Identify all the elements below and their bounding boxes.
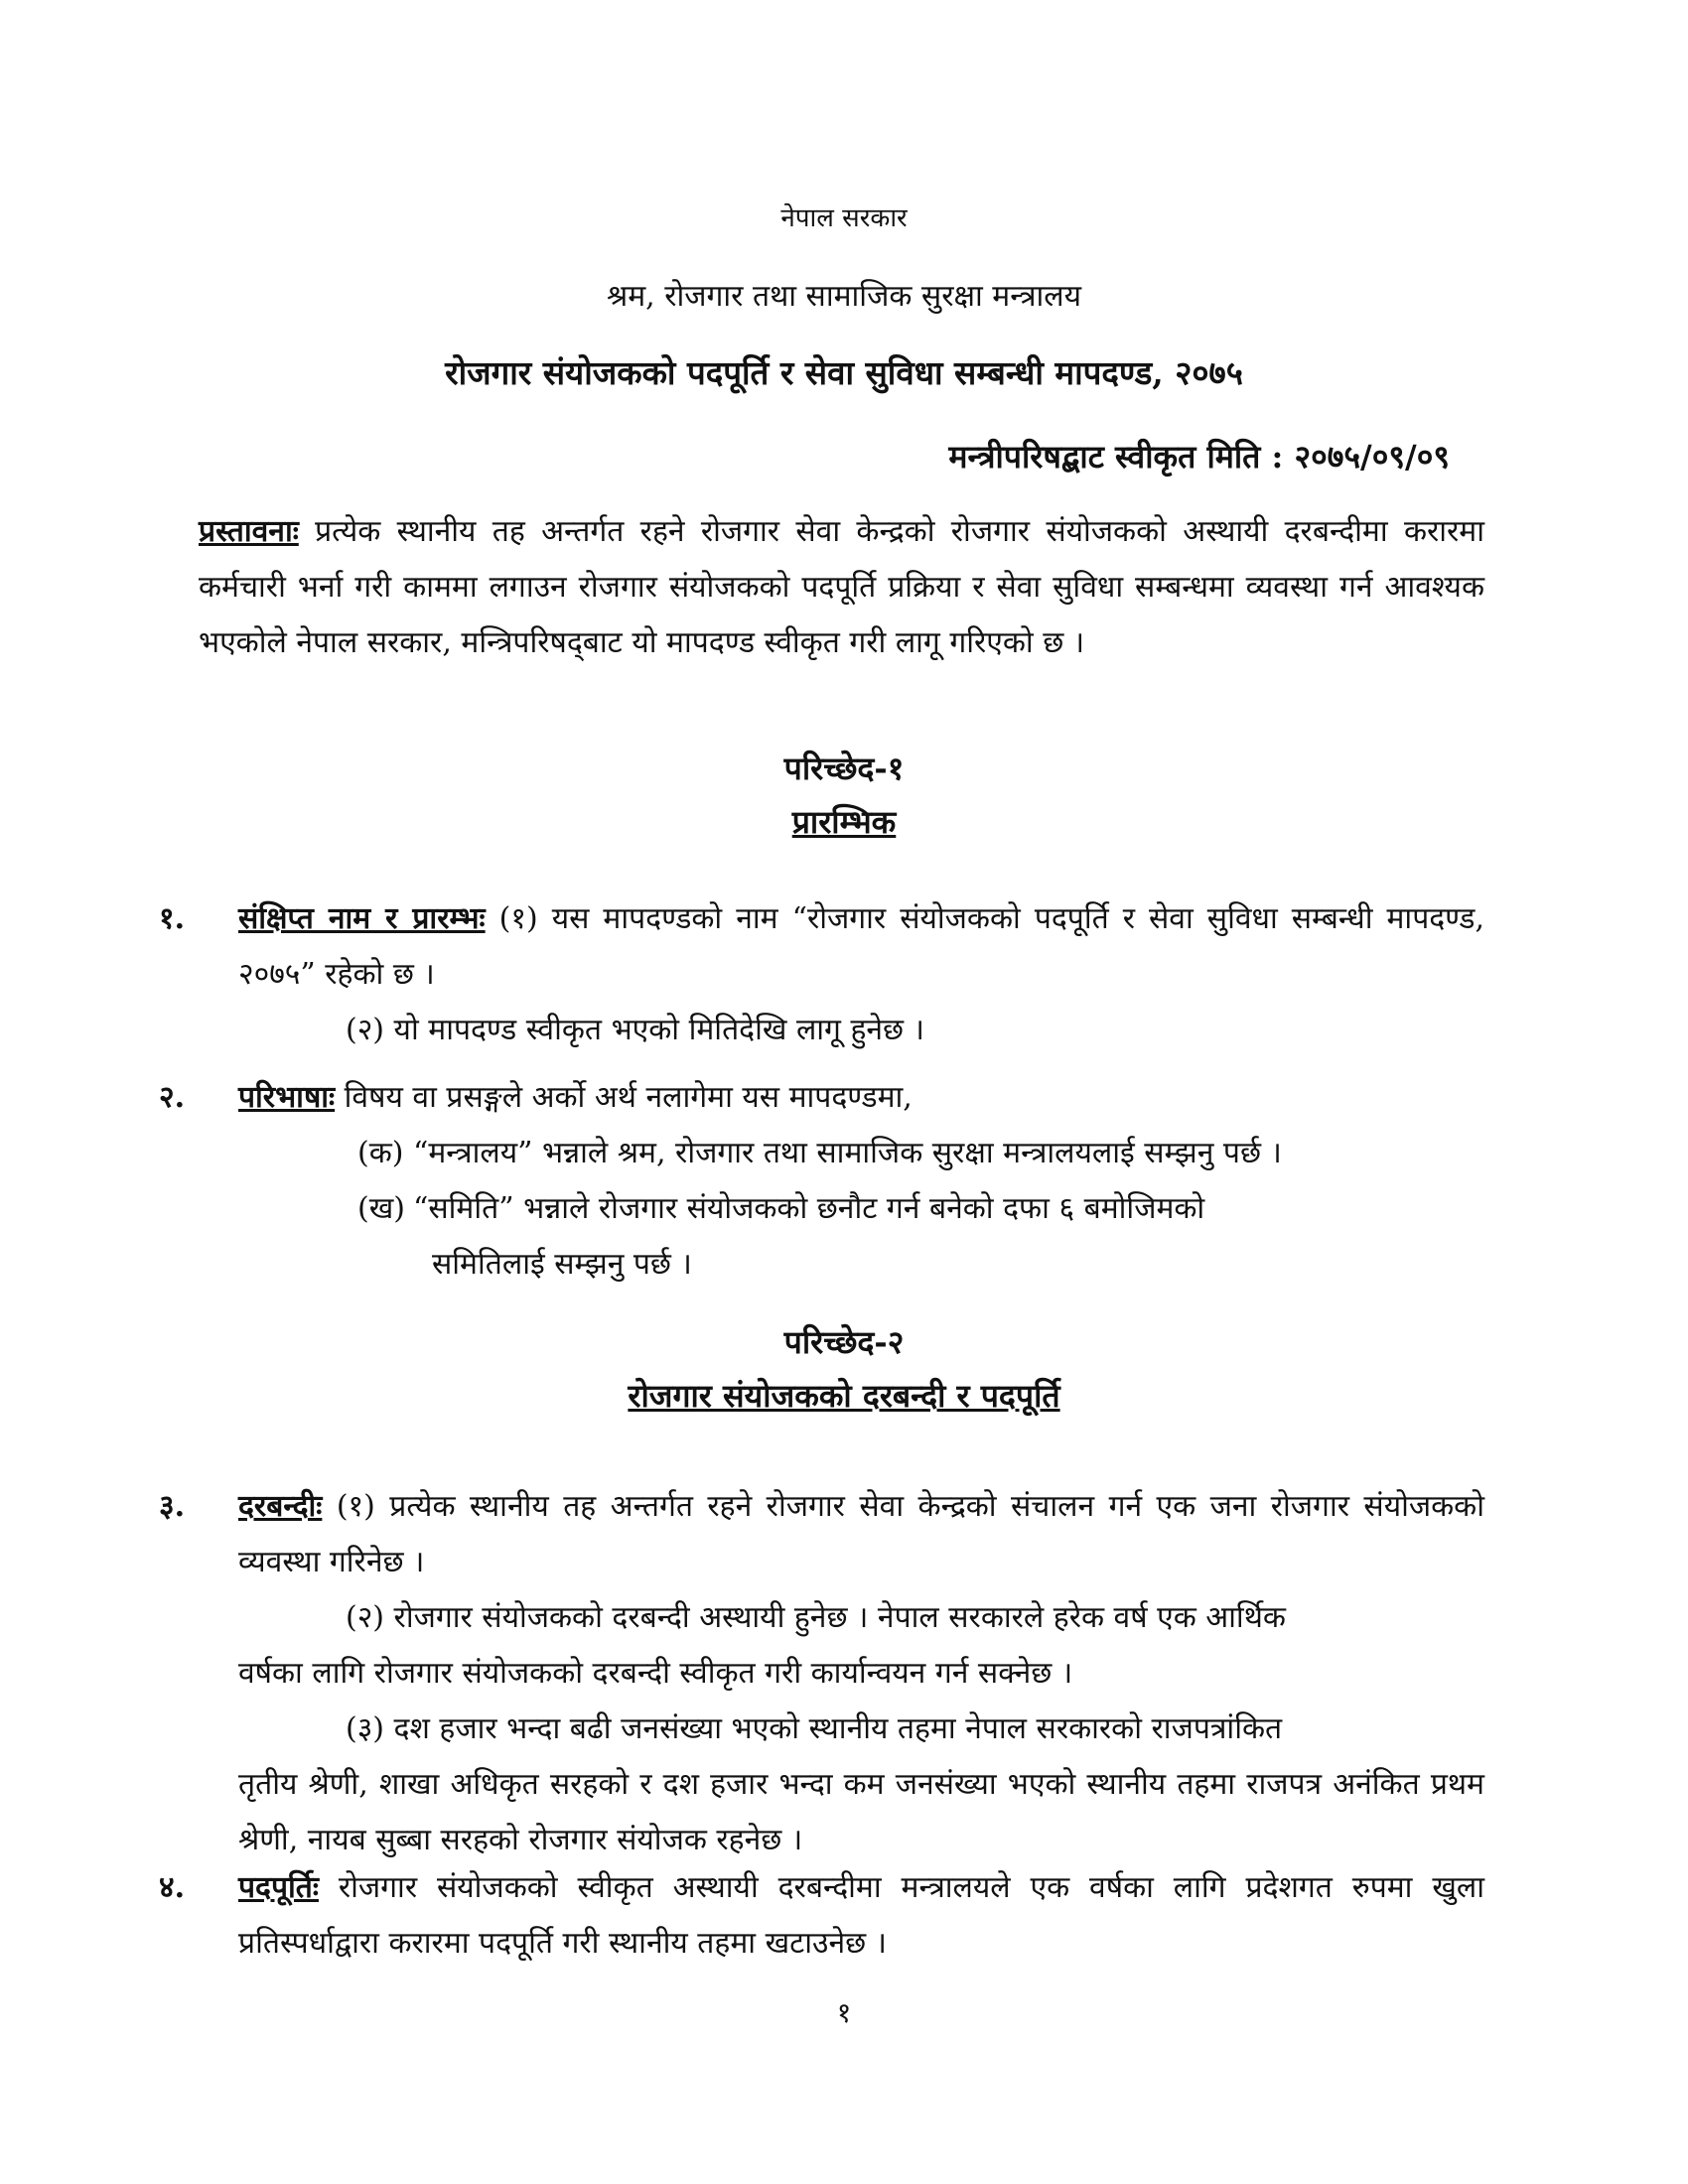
section-2 xyxy=(159,1070,1484,1126)
approval-date: मन्त्रीपरिषद्बाट स्वीकृत मिति : २०७५/०९/०९ xyxy=(948,438,1450,476)
clause-ka-text: “मन्त्रालय” भन्नाले श्रम, रोजगार तथा सामाजिक सुरक्षा मन्त्रालयलाई सम्झनु पर्छ । xyxy=(413,1136,1282,1170)
section-2-body xyxy=(238,1070,1484,1126)
government-name: नेपाल सरकार xyxy=(780,204,908,233)
section-4-heading: पदपूर्तिः xyxy=(238,1870,319,1905)
section-3-number: ३. xyxy=(159,1489,186,1524)
clause-kha-text: “समिति” भन्नाले रोजगार संयोजकको छनौट गर्न बनेको दफा ६ बमोजिमको xyxy=(413,1191,1205,1226)
chapter-1-title-text: प्रारम्भिक xyxy=(791,803,897,841)
clause-kha xyxy=(357,1181,1484,1237)
section-2-heading: परिभाषाः xyxy=(238,1080,336,1115)
section-2-number: २. xyxy=(159,1080,186,1115)
section-3-subsection-2-lead: (२) रोजगार संयोजकको दरबन्दी अस्थायी हुनेछ । नेपाल सरकारले हरेक वर्ष एक आर्थिक xyxy=(346,1600,1286,1635)
section-3-subsection-2-rest: वर्षका लागि रोजगार संयोजकको दरबन्दी स्वीकृत गरी कार्यान्वयन गर्न सक्नेछ । xyxy=(238,1656,1073,1691)
chapter-1-title xyxy=(0,800,1688,843)
section-4 xyxy=(159,1860,1484,1972)
clause-kha-continuation: समितिलाई सम्झनु पर्छ । xyxy=(432,1247,692,1282)
clause-kha-label: (ख) xyxy=(357,1191,405,1226)
section-2-text: विषय वा प्रसङ्गले अर्को अर्थ नलागेमा यस मापदण्डमा, xyxy=(335,1080,913,1115)
section-1-text: (१) यस मापदण्डको नाम “रोजगार संयोजकको पदपूर्ति र सेवा सुविधा सम्बन्धी मापदण्ड, २०७५” रहेको छ । xyxy=(238,901,1485,992)
ministry-name: श्रम, रोजगार तथा सामाजिक सुरक्षा मन्त्रालय xyxy=(606,279,1082,314)
document-title: रोजगार संयोजकको पदपूर्ति र सेवा सुविधा सम्बन्धी मापदण्ड, २०७५ xyxy=(445,353,1243,392)
section-4-text: रोजगार संयोजकको स्वीकृत अस्थायी दरबन्दीमा मन्त्रालयले एक वर्षका लागि प्रदेशगत रुपमा खुला प्रतिस्पर्धाद्वारा करारमा पदपूर्ति गरी स्थानीय तहमा खटाउनेछ । xyxy=(238,1870,1484,1961)
chapter-2-title-text: रोजगार संयोजकको दरबन्दी र पदपूर्ति xyxy=(628,1377,1060,1415)
preamble-label: प्रस्तावनाः xyxy=(199,514,299,549)
section-1-number: १. xyxy=(159,901,186,936)
page-number: १ xyxy=(836,1996,852,2029)
section-1 xyxy=(159,891,1484,1003)
section-4-number: ४. xyxy=(159,1870,186,1905)
preamble xyxy=(199,504,1484,671)
section-1-heading: संक्षिप्त नाम र प्रारम्भः xyxy=(238,901,486,936)
section-3-heading: दरबन्दीः xyxy=(238,1489,323,1524)
clause-ka xyxy=(357,1126,1484,1181)
section-1-subsection-2: (२) यो मापदण्ड स्वीकृत भएको मितिदेखि लागू हुनेछ । xyxy=(346,1013,924,1047)
section-3 xyxy=(159,1479,1484,1590)
chapter-2-number: परिच्छेद-२ xyxy=(783,1323,905,1361)
section-3-body xyxy=(238,1479,1484,1590)
section-3-text: (१) प्रत्येक स्थानीय तह अन्तर्गत रहने रोजगार सेवा केन्द्रको संचालन गर्न एक जना रोजगार संयोजकको व्यवस्था गरिनेछ । xyxy=(238,1489,1484,1579)
preamble-text: प्रत्येक स्थानीय तह अन्तर्गत रहने रोजगार सेवा केन्द्रको रोजगार संयोजकको अस्थायी दरबन्दीमा करारमा कर्मचारी भर्ना गरी काममा लगाउन रोजगार संयोजकको पदपूर्ति प्रक्रिया र सेवा सुविधा सम्बन्धमा व्यवस्था गर्न आवश्यक भएकोले नेपाल सरकार, मन्त्रिपरिषद्‌बाट यो मापदण्ड स्वीकृत गरी लागू गरिएको छ । xyxy=(199,514,1484,660)
chapter-2-title xyxy=(0,1374,1688,1417)
clause-ka-label: (क) xyxy=(357,1136,404,1170)
chapter-1-number: परिच्छेद-१ xyxy=(783,750,905,787)
section-3-subsection-3-lead: (३) दश हजार भन्दा बढी जनसंख्या भएको स्थानीय तहमा नेपाल सरकारको राजपत्रांकित xyxy=(346,1711,1283,1746)
section-3-subsection-3-rest: तृतीय श्रेणी, शाखा अधिकृत सरहको र दश हजार भन्दा कम जनसंख्या भएको स्थानीय तहमा राजपत्र अनंकित प्रथम श्रेणी, नायब सुब्बा सरहको रोजगार संयोजक रहनेछ । xyxy=(238,1767,1484,1857)
section-1-body xyxy=(238,891,1484,1003)
section-4-body xyxy=(238,1860,1484,1972)
